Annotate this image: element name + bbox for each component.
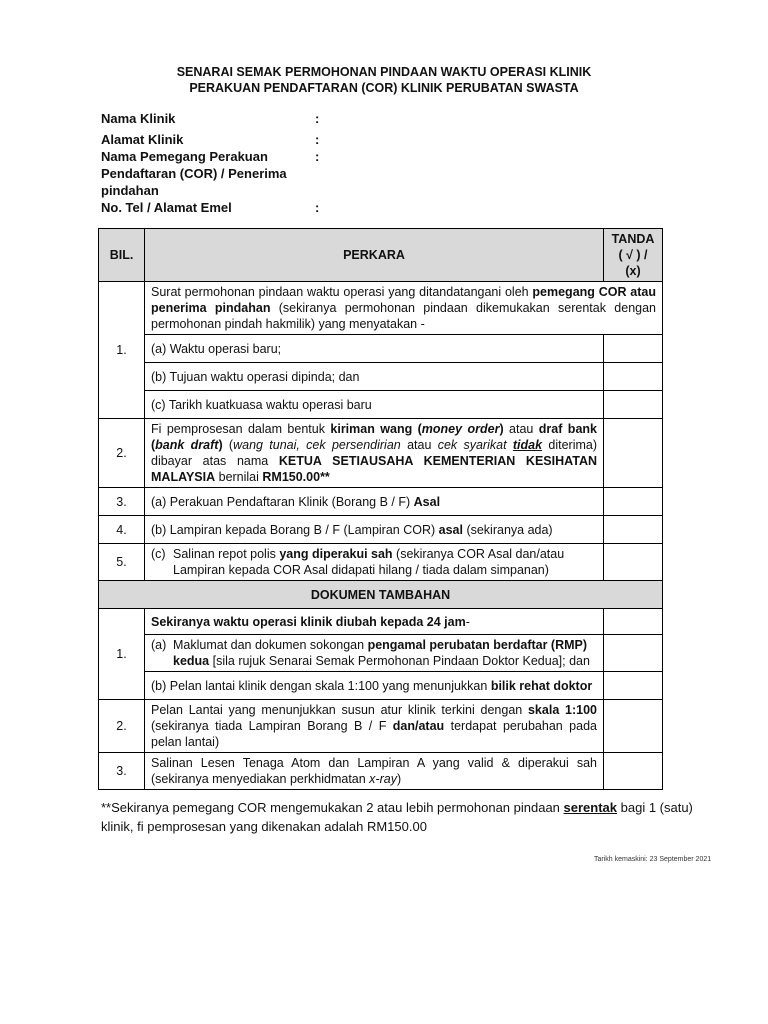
checkbox-cell[interactable]	[604, 609, 663, 635]
section-dokumen-tambahan: DOKUMEN TAMBAHAN	[99, 581, 663, 609]
field-colon: :	[315, 149, 320, 164]
header-perkara: PERKARA	[145, 229, 604, 282]
row-1-intro: Surat permohonan pindaan waktu operasi yang ditandatangani oleh pemegang COR atau penerima pindahan (sekiranya permohonan pindaan dikemukakan serentak dengan permohonan pindah hakmilik) yang menyatakan -	[145, 282, 663, 335]
field-label-tel-emel: No. Tel / Alamat Emel	[101, 200, 232, 215]
header-tanda: TANDA ( √ ) / (x)	[604, 229, 663, 282]
dok-1-item-a: (a) Maklumat dan dokumen sokongan pengamal perubatan berdaftar (RMP) kedua [sila rujuk Senarai Semak Permohonan Pindaan Doktor Kedua]; dan	[145, 635, 604, 672]
footnote: **Sekiranya pemegang COR mengemukakan 2 atau lebih permohonan pindaan serentak bagi 1 (satu) klinik, fi pemprosesan yang dikenakan adalah RM150.00	[101, 800, 693, 834]
checkbox-cell[interactable]	[604, 363, 663, 391]
clinic-info-block	[101, 110, 661, 216]
checkbox-cell[interactable]	[604, 672, 663, 700]
row-5-text: (c) Salinan repot polis yang diperakui sah (sekiranya COR Asal dan/atau Lampiran kepada COR Asal didapati hilang / tiada dalam simpanan)	[145, 544, 604, 581]
row-2-text: Fi pemprosesan dalam bentuk kiriman wang (money order) atau draf bank (bank draft) (wang tunai, cek persendirian atau cek syarikat tidak diterima) dibayar atas nama KETUA SETIAUSAHA KEMENTERIAN KESIHATAN MALAYSIA bernilai RM150.00**	[145, 419, 604, 488]
checkbox-cell[interactable]	[604, 544, 663, 581]
checkbox-cell[interactable]	[604, 753, 663, 790]
row-3-text: (a) Perakuan Pendaftaran Klinik (Borang B / F) Asal	[145, 488, 604, 516]
checkbox-cell[interactable]	[604, 391, 663, 419]
field-label-alamat-klinik: Alamat Klinik	[101, 132, 184, 147]
checkbox-cell[interactable]	[604, 635, 663, 672]
checkbox-cell[interactable]	[604, 419, 663, 488]
row-1-item-b: (b) Tujuan waktu operasi dipinda; dan	[145, 363, 604, 391]
row-1-item-c: (c) Tarikh kuatkuasa waktu operasi baru	[145, 391, 604, 419]
row-number: 1.	[99, 609, 145, 700]
row-number: 1.	[99, 282, 145, 419]
row-number: 3.	[99, 753, 145, 790]
field-colon: :	[315, 111, 320, 126]
row-number: 4.	[99, 516, 145, 544]
field-colon: :	[315, 132, 320, 147]
dok-3-text: Salinan Lesen Tenaga Atom dan Lampiran A yang valid & diperakui sah (sekiranya menyediakan perkhidmatan x-ray)	[145, 753, 604, 790]
title-line-1: SENARAI SEMAK PERMOHONAN PINDAAN WAKTU OPERASI KLINIK	[176, 65, 592, 79]
update-date: Tarikh kemaskini: 23 September 2021	[594, 856, 712, 863]
row-number: 2.	[99, 700, 145, 753]
checkbox-cell[interactable]	[604, 700, 663, 753]
checkbox-cell[interactable]	[604, 335, 663, 363]
field-label-nama-klinik: Nama Klinik	[101, 111, 176, 126]
checklist-table	[98, 228, 663, 790]
row-4-text: (b) Lampiran kepada Borang B / F (Lampiran COR) asal (sekiranya ada)	[145, 516, 604, 544]
checkbox-cell[interactable]	[604, 488, 663, 516]
title-line-2: PERAKUAN PENDAFTARAN (COR) KLINIK PERUBATAN SWASTA	[189, 81, 579, 95]
row-1-item-a: (a) Waktu operasi baru;	[145, 335, 604, 363]
row-number: 3.	[99, 488, 145, 516]
header-bil: BIL.	[99, 229, 145, 282]
field-label-pemegang-cor: Nama Pemegang Perakuan Pendaftaran (COR) / Penerima pindahan	[101, 149, 287, 198]
dok-1-item-b: (b) Pelan lantai klinik dengan skala 1:100 yang menunjukkan bilik rehat doktor	[145, 672, 604, 700]
row-number: 2.	[99, 419, 145, 488]
checkbox-cell[interactable]	[604, 516, 663, 544]
field-colon: :	[315, 200, 320, 215]
dok-2-text: Pelan Lantai yang menunjukkan susun atur klinik terkini dengan skala 1:100 (sekiranya tiada Lampiran Borang B / F dan/atau terdapat perubahan pada pelan lantai)	[145, 700, 604, 753]
dok-1-heading: Sekiranya waktu operasi klinik diubah kepada 24 jam-	[145, 609, 604, 635]
row-number: 5.	[99, 544, 145, 581]
